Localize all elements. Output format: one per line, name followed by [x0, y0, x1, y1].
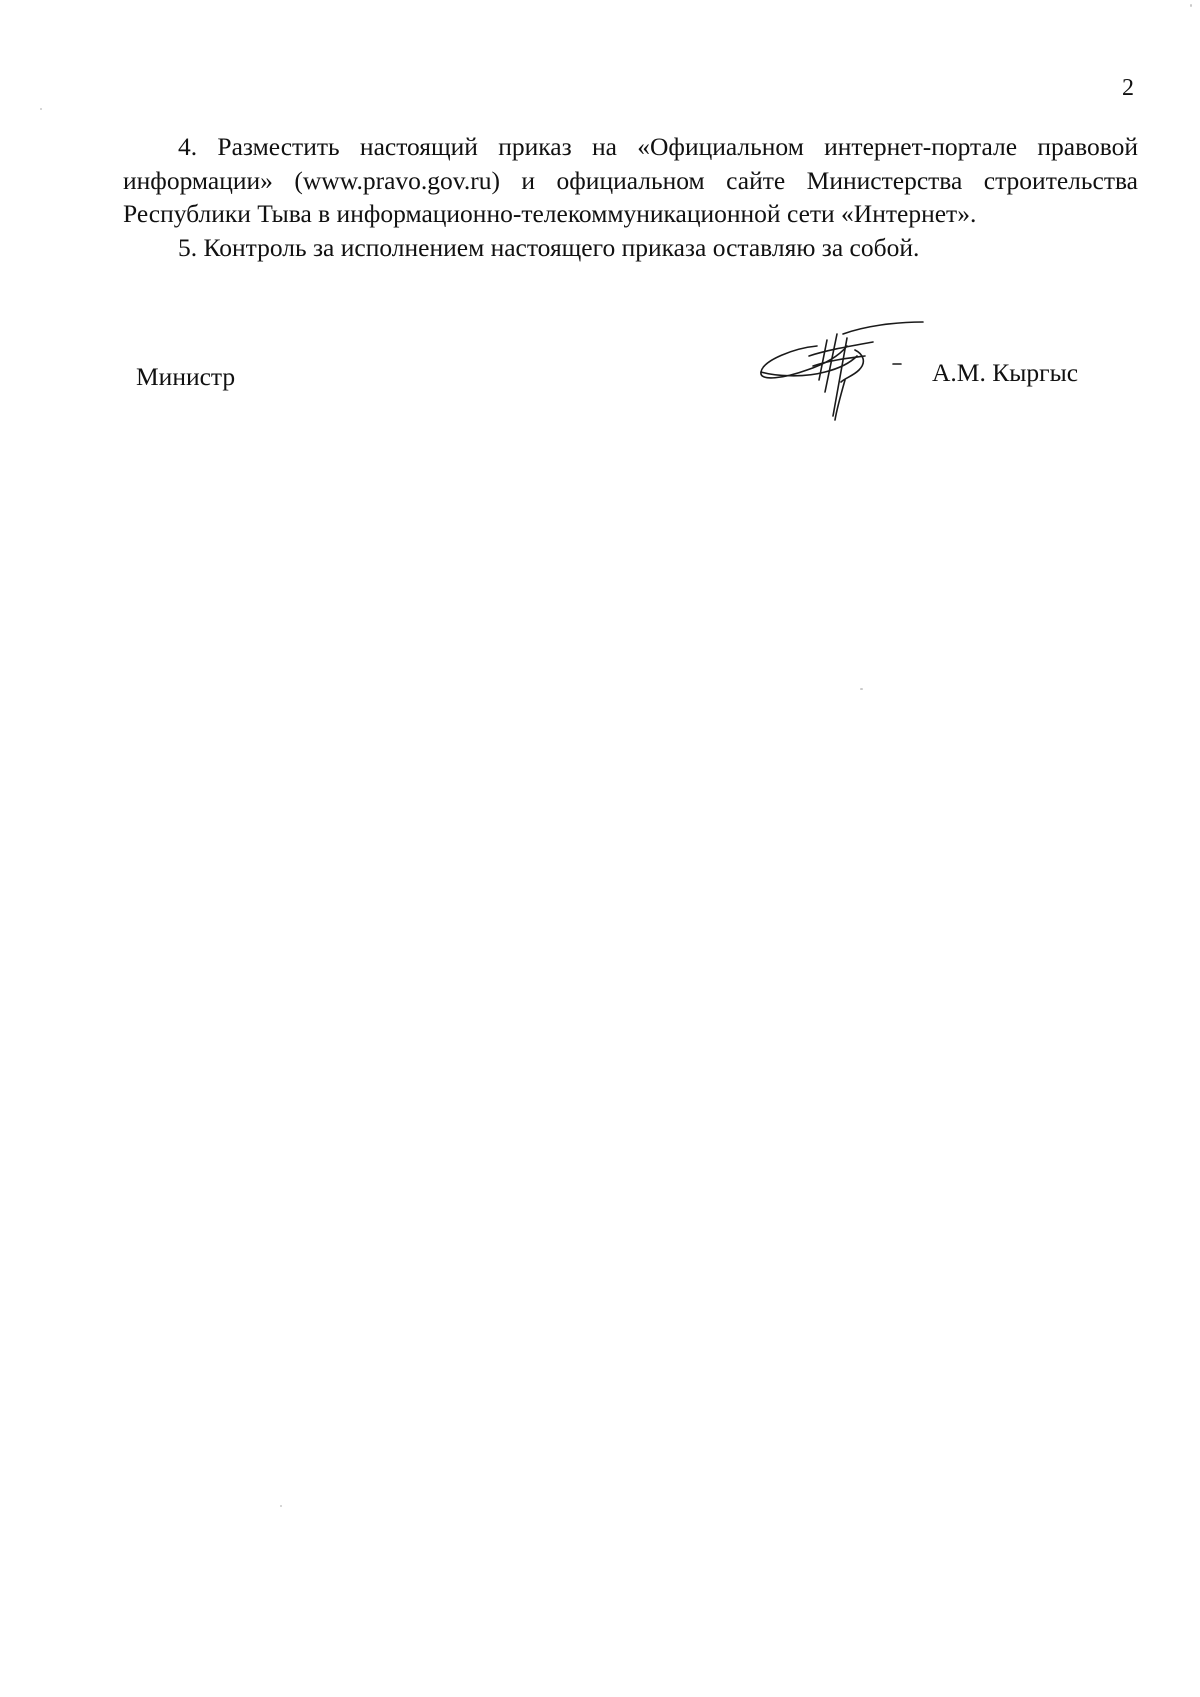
scan-speck	[1190, 4, 1192, 7]
page-number: 2	[1122, 75, 1134, 101]
signature-block	[0, 320, 1200, 440]
signer-position: Министр	[136, 362, 236, 391]
scan-speck	[860, 688, 863, 690]
scan-speck	[40, 108, 42, 110]
paragraph-item-5: 5. Контроль за исполнением настоящего приказа оставляю за собой.	[178, 232, 920, 262]
signer-name: А.М. Кыргыс	[932, 358, 1079, 387]
handwritten-signature	[755, 320, 925, 435]
document-body	[123, 130, 1138, 264]
paragraph-item-4: 4. Разместить настоящий приказ на «Официальном интернет-портале правовой информации» (www.pravo.gov.ru) и официальном сайте Министерства строительства Республики Тыва в информационно-телекоммуникационной сети «Интернет».	[123, 132, 1138, 228]
scan-speck	[280, 1505, 282, 1507]
